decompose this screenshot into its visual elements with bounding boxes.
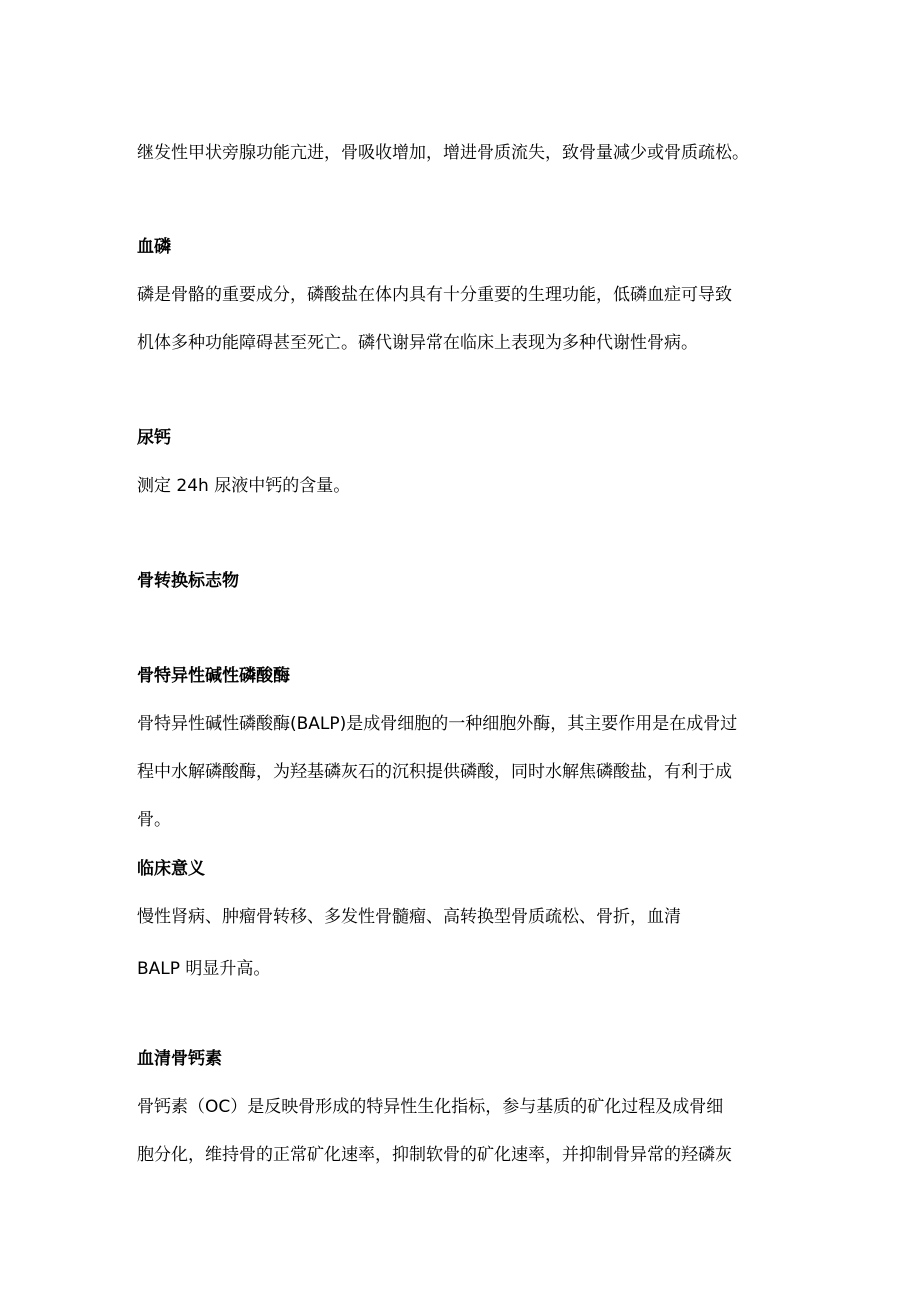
section-heading-clinical-significance: 临床意义: [137, 859, 205, 879]
paragraph-line-osteocalcin-2: 胞分化，维持骨的正常矿化速率，抑制软骨的矿化速率，并抑制骨异常的羟磷灰: [137, 1145, 732, 1165]
section-heading-urine-calcium: 尿钙: [137, 428, 171, 448]
paragraph-line-hyperparathyroidism: 继发性甲状旁腺功能亢进，骨吸收增加，增进骨质流失，致骨量减少或骨质疏松。: [137, 143, 749, 163]
paragraph-line-phosphorus-2: 机体多种功能障碍甚至死亡。磷代谢异常在临床上表现为多种代谢性骨病。: [137, 333, 698, 353]
section-heading-serum-osteocalcin: 血清骨钙素: [137, 1049, 222, 1069]
paragraph-line-balp-2: 程中水解磷酸酶，为羟基磷灰石的沉积提供磷酸，同时水解焦磷酸盐，有利于成: [137, 762, 732, 782]
paragraph-line-balp-1: 骨特异性碱性磷酸酶(BALP)是成骨细胞的一种细胞外酶，其主要作用是在成骨过: [137, 714, 738, 734]
section-heading-balp: 骨特异性碱性磷酸酶: [137, 666, 290, 686]
section-heading-blood-phosphorus: 血磷: [137, 237, 171, 257]
paragraph-line-clinical-1: 慢性肾病、肿瘤骨转移、多发性骨髓瘤、高转换型骨质疏松、骨折，血清: [137, 907, 681, 927]
paragraph-line-phosphorus-1: 磷是骨骼的重要成分，磷酸盐在体内具有十分重要的生理功能，低磷血症可导致: [137, 285, 732, 305]
paragraph-line-urine-calcium: 测定 24h 尿液中钙的含量。: [137, 476, 351, 496]
section-heading-bone-turnover-markers: 骨转换标志物: [137, 571, 239, 591]
paragraph-line-clinical-2: BALP 明显升高。: [137, 959, 271, 979]
paragraph-line-balp-3: 骨。: [137, 810, 171, 830]
paragraph-line-osteocalcin-1: 骨钙素（OC）是反映骨形成的特异性生化指标，参与基质的矿化过程及成骨细: [137, 1097, 724, 1117]
